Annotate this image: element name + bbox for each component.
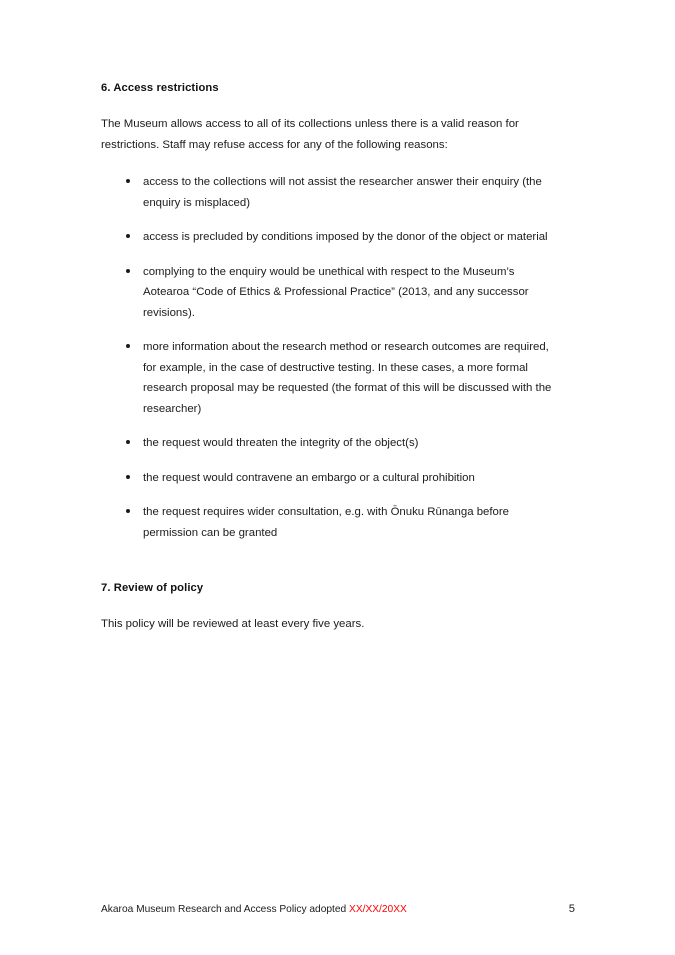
list-item — [101, 262, 561, 324]
bullet-icon — [126, 344, 130, 348]
bullet-icon — [126, 440, 130, 444]
spacer — [101, 155, 561, 172]
list-item — [101, 468, 561, 489]
bullet-icon — [126, 179, 130, 183]
footer-policy-label — [101, 903, 407, 917]
section-intro-review-of-policy: This policy will be reviewed at least every five years. — [101, 618, 365, 630]
bullet-icon — [126, 509, 130, 513]
section-heading-review-of-policy: 7. Review of policy — [101, 582, 204, 594]
spacer — [101, 96, 561, 114]
spacer — [101, 543, 561, 580]
list-item-text: access is precluded by conditions imposed by the donor of the object or material — [143, 231, 548, 243]
document-body — [101, 80, 561, 635]
list-item — [101, 227, 561, 248]
bullet-icon — [126, 234, 130, 238]
list-item-text: the request would contravene an embargo or a cultural prohibition — [143, 471, 475, 484]
section-heading-access-restrictions: 6. Access restrictions — [101, 82, 219, 94]
list-item-text: complying to the enquiry would be unethical with respect to the Museum’s Aotearoa “Code of Ethics & Professional Practice” (2013, and any successor revisions). — [143, 265, 529, 319]
list-item — [101, 502, 561, 543]
page-number: 5 — [568, 903, 575, 915]
spacer — [101, 596, 561, 614]
footer-date-placeholder: XX/XX/20XX — [349, 904, 407, 915]
footer-policy-text: Akaroa Museum Research and Access Policy adopted — [101, 904, 350, 915]
page-footer — [101, 902, 575, 917]
list-item — [101, 433, 561, 454]
access-restriction-reasons-list — [101, 172, 561, 543]
list-item-text: more information about the research method or research outcomes are required, for example, in the case of destructive testing. In these cases, a more formal research proposal may be requested (the format of this will be discussed with the researcher) — [143, 341, 552, 415]
bullet-icon — [126, 269, 130, 273]
list-item-text: the request requires wider consultation, e.g. with Ōnuku Rūnanga before permission can be granted — [143, 506, 509, 539]
section-intro-access-restrictions: The Museum allows access to all of its collections unless there is a valid reason for restrictions. Staff may refuse access for any of the following reasons: — [101, 118, 519, 151]
list-item — [101, 172, 561, 213]
list-item-text: access to the collections will not assist the researcher answer their enquiry (the enquiry is misplaced) — [143, 176, 542, 209]
list-item — [101, 337, 561, 419]
bullet-icon — [126, 475, 130, 479]
list-item-text: the request would threaten the integrity of the object(s) — [143, 437, 419, 449]
